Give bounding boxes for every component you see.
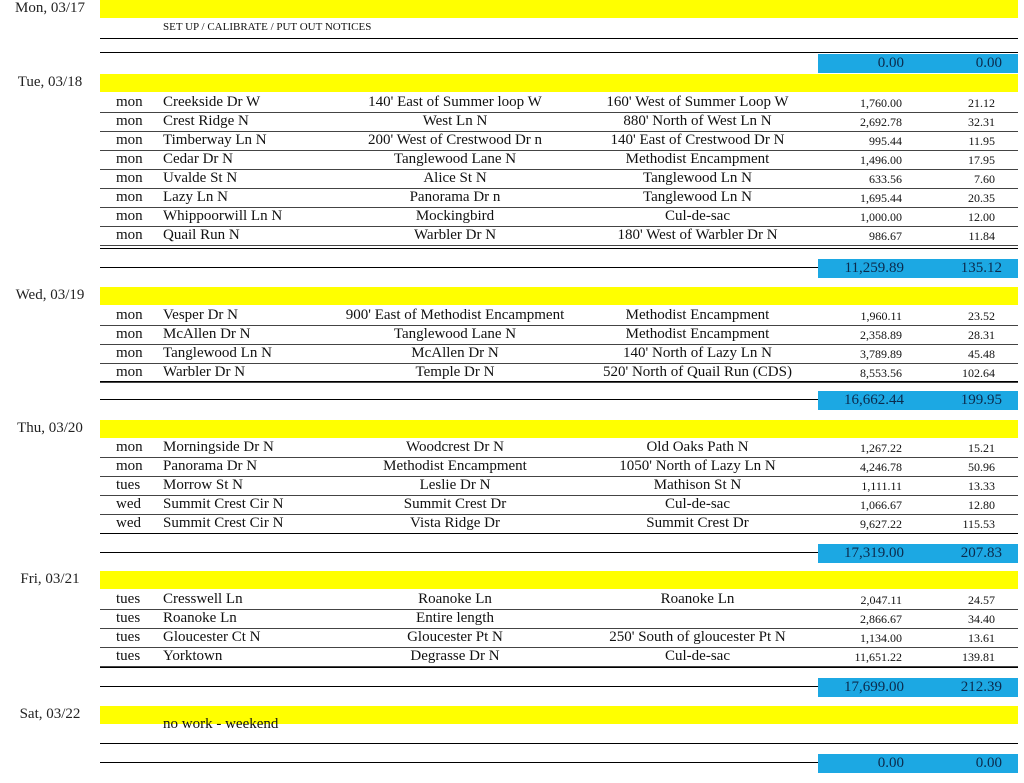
row-to: Cul-de-sac [665, 208, 730, 224]
row-day: tues [116, 629, 141, 645]
row-from: McAllen Dr N [411, 345, 499, 361]
row-amount: 1,000.00 [860, 210, 902, 224]
row-street: Yorktown [163, 648, 223, 664]
row-street: Timberway Ln N [163, 132, 267, 148]
day-header-band [100, 571, 1018, 589]
row-cost: 12.00 [968, 210, 995, 224]
row-cost: 17.95 [968, 153, 995, 167]
row-to: 180' West of Warbler Dr N [617, 227, 778, 243]
day-header-band [100, 420, 1018, 438]
day-label: Tue, 03/18 [17, 74, 83, 90]
row-amount: 4,246.78 [860, 460, 902, 474]
row-amount: 11,651.22 [854, 650, 902, 664]
row-day: mon [116, 132, 143, 148]
total-amount: 0.00 [818, 54, 920, 73]
row-from: Methodist Encampment [383, 458, 527, 474]
row-to: 140' East of Crestwood Dr N [610, 132, 785, 148]
row-to: Methodist Encampment [625, 326, 770, 342]
day-label: Wed, 03/19 [15, 287, 85, 303]
row-day: tues [116, 591, 141, 607]
row-day: mon [116, 307, 143, 323]
row-day: mon [116, 94, 143, 110]
row-cost: 15.21 [968, 441, 995, 455]
row-to: 520' North of Quail Run (CDS) [603, 364, 792, 380]
total-cost: 135.12 [920, 259, 1018, 278]
row-amount: 2,358.89 [860, 328, 902, 342]
row-amount: 2,047.11 [860, 593, 902, 607]
row-amount: 995.44 [869, 134, 902, 148]
row-street: Cresswell Ln [163, 591, 243, 607]
row-amount: 1,066.67 [860, 498, 902, 512]
row-street: Panorama Dr N [163, 458, 258, 474]
row-to: 140' North of Lazy Ln N [623, 345, 772, 361]
row-amount: 1,267.22 [860, 441, 902, 455]
row-street: Morningside Dr N [163, 439, 274, 455]
row-street: Whippoorwill Ln N [163, 208, 283, 224]
row-to: Mathison St N [653, 477, 742, 493]
row-cost: 28.31 [968, 328, 995, 342]
row-cost: 50.96 [968, 460, 995, 474]
row-day: tues [116, 610, 141, 626]
row-to: Tanglewood Ln N [643, 189, 752, 205]
row-day: mon [116, 326, 143, 342]
row-amount: 3,789.89 [860, 347, 902, 361]
row-street: Quail Run N [163, 227, 240, 243]
row-to: Summit Crest Dr [646, 515, 749, 531]
row-amount: 1,111.11 [861, 479, 902, 493]
row-day: mon [116, 151, 143, 167]
row-street: Roanoke Ln [163, 610, 237, 626]
row-day: mon [116, 208, 143, 224]
row-from: Mockingbird [415, 208, 495, 224]
row-to: Cul-de-sac [665, 496, 730, 512]
row-amount: 9,627.22 [860, 517, 902, 531]
day-label: Sat, 03/22 [19, 706, 81, 722]
row-cost: 34.40 [968, 612, 995, 626]
row-to: 1050' North of Lazy Ln N [619, 458, 776, 474]
row-street: Morrow St N [163, 477, 244, 493]
row-to: 880' North of West Ln N [623, 113, 772, 129]
row-to: Old Oaks Path N [646, 439, 749, 455]
row-amount: 2,692.78 [860, 115, 902, 129]
row-from: Summit Crest Dr [403, 496, 507, 512]
total-cost: 0.00 [920, 754, 1018, 773]
row-cost: 13.61 [968, 631, 995, 645]
row-day: mon [116, 439, 143, 455]
row-day: mon [116, 189, 143, 205]
row-day: mon [116, 113, 143, 129]
row-from: Panorama Dr n [409, 189, 501, 205]
row-cost: 21.12 [968, 96, 995, 110]
row-cost: 24.57 [968, 593, 995, 607]
row-street: Crest Ridge N [163, 113, 249, 129]
row-from: Entire length [416, 610, 494, 626]
row-street: Vesper Dr N [163, 307, 238, 323]
row-amount: 986.67 [869, 229, 902, 243]
day-label: Fri, 03/21 [20, 571, 80, 587]
day-header-band [100, 287, 1018, 305]
row-to: Tanglewood Ln N [643, 170, 752, 186]
row-cost: 13.33 [968, 479, 995, 493]
total-cost: 199.95 [920, 391, 1018, 410]
row-from: 140' East of Summer loop W [368, 94, 542, 110]
section-rule [100, 381, 1018, 382]
row-cost: 115.53 [962, 517, 995, 531]
row-to: Roanoke Ln [660, 591, 735, 607]
row-to: Methodist Encampment [625, 307, 770, 323]
row-day: mon [116, 227, 143, 243]
row-street: Tanglewood Ln N [163, 345, 272, 361]
row-cost: 23.52 [968, 309, 995, 323]
section-rule [100, 743, 1018, 744]
row-street: Lazy Ln N [163, 189, 228, 205]
row-street: Warbler Dr N [163, 364, 246, 380]
row-from: Degrasse Dr N [410, 648, 500, 664]
row-street: Summit Crest Cir N [163, 496, 284, 512]
row-from: Tanglewood Lane N [393, 151, 517, 167]
row-amount: 1,760.00 [860, 96, 902, 110]
row-from: 900' East of Methodist Encampment [345, 307, 565, 323]
row-to: 160' West of Summer Loop W [606, 94, 789, 110]
row-day: mon [116, 458, 143, 474]
row-from: Vista Ridge Dr [410, 515, 500, 531]
row-divider [100, 382, 1018, 383]
day-note: no work - weekend [163, 716, 279, 732]
row-cost: 12.80 [968, 498, 995, 512]
row-from: Gloucester Pt N [407, 629, 503, 645]
row-to: Methodist Encampment [625, 151, 770, 167]
row-cost: 7.60 [974, 172, 995, 186]
section-rule [100, 248, 1018, 249]
row-amount: 1,134.00 [860, 631, 902, 645]
row-cost: 32.31 [968, 115, 995, 129]
row-day: tues [116, 477, 141, 493]
section-rule [100, 52, 1018, 53]
row-amount: 1,695.44 [860, 191, 902, 205]
total-amount: 16,662.44 [818, 391, 920, 410]
day-note: SET UP / CALIBRATE / PUT OUT NOTICES [163, 21, 372, 33]
day-label: Mon, 03/17 [14, 0, 85, 16]
row-cost: 11.84 [968, 229, 995, 243]
row-from: Temple Dr N [415, 364, 495, 380]
row-divider [100, 245, 1018, 246]
row-amount: 2,866.67 [860, 612, 902, 626]
section-rule [100, 667, 1018, 668]
total-cost: 212.39 [920, 678, 1018, 697]
row-amount: 1,496.00 [860, 153, 902, 167]
row-from: 200' West of Crestwood Dr n [367, 132, 543, 148]
row-from: West Ln N [422, 113, 488, 129]
total-cost: 0.00 [920, 54, 1018, 73]
row-street: Creekside Dr W [163, 94, 261, 110]
row-from: Alice St N [423, 170, 487, 186]
total-cost: 207.83 [920, 544, 1018, 563]
row-to: 250' South of gloucester Pt N [609, 629, 786, 645]
row-cost: 20.35 [968, 191, 995, 205]
row-from: Woodcrest Dr N [406, 439, 504, 455]
row-from: Warbler Dr N [413, 227, 497, 243]
row-to: Cul-de-sac [665, 648, 730, 664]
row-street: Summit Crest Cir N [163, 515, 284, 531]
row-cost: 102.64 [962, 366, 995, 380]
row-day: wed [116, 515, 141, 531]
row-street: Gloucester Ct N [163, 629, 261, 645]
row-from: Tanglewood Lane N [393, 326, 517, 342]
row-amount: 1,960.11 [860, 309, 902, 323]
day-label: Thu, 03/20 [17, 420, 83, 436]
row-cost: 45.48 [968, 347, 995, 361]
row-day: mon [116, 345, 143, 361]
total-amount: 11,259.89 [818, 259, 920, 278]
row-amount: 8,553.56 [860, 366, 902, 380]
total-amount: 17,319.00 [818, 544, 920, 563]
total-amount: 17,699.00 [818, 678, 920, 697]
row-amount: 633.56 [869, 172, 902, 186]
row-day: mon [116, 364, 143, 380]
row-cost: 11.95 [968, 134, 995, 148]
row-cost: 139.81 [962, 650, 995, 664]
section-rule [100, 533, 1018, 534]
row-street: Uvalde St N [163, 170, 238, 186]
row-from: Leslie Dr N [419, 477, 491, 493]
row-day: tues [116, 648, 141, 664]
day-header-band [100, 74, 1018, 92]
row-from: Roanoke Ln [418, 591, 492, 607]
row-day: wed [116, 496, 141, 512]
row-day: mon [116, 170, 143, 186]
section-rule [100, 38, 1018, 39]
row-street: Cedar Dr N [163, 151, 233, 167]
row-street: McAllen Dr N [163, 326, 251, 342]
day-header-band [100, 0, 1018, 18]
total-amount: 0.00 [818, 754, 920, 773]
